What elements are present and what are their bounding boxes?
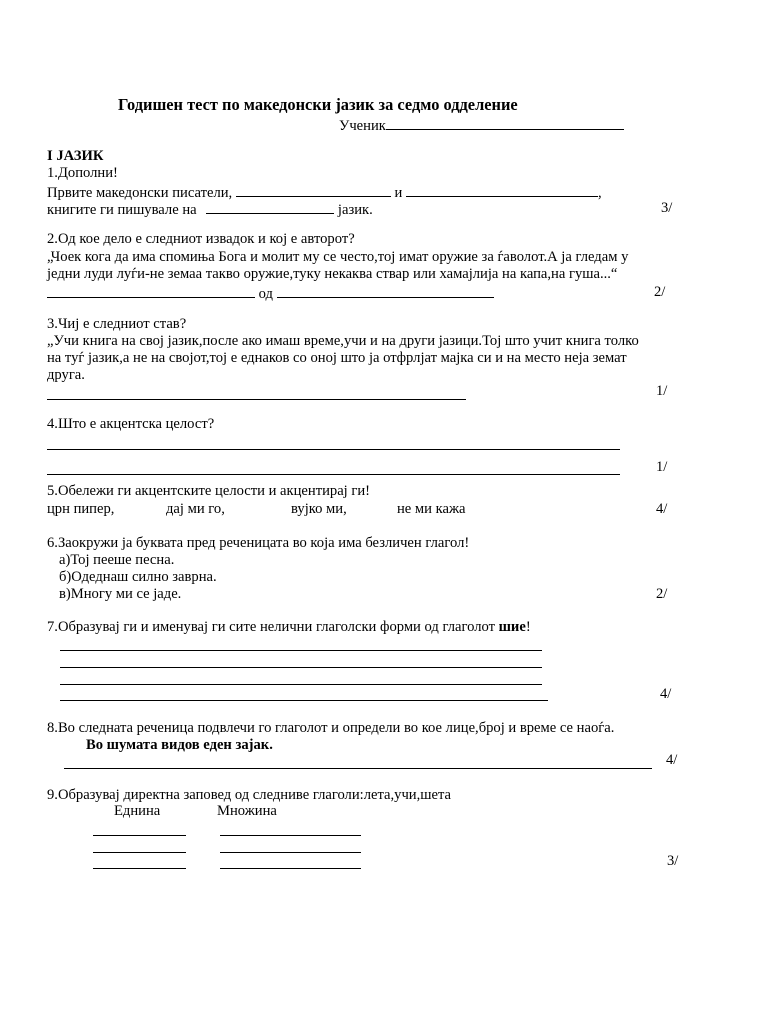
q2-points: 2/ bbox=[654, 284, 666, 300]
q4-prompt: 4.Што е акцентска целост? bbox=[47, 416, 215, 432]
student-label-text: Ученик bbox=[339, 118, 386, 134]
q6-option-c[interactable]: в)Многу ми се јаде. bbox=[59, 586, 182, 602]
q9-points: 3/ bbox=[667, 853, 679, 869]
q3-quote-line1: „Учи книга на свој јазик,после ако имаш време,учи и на други јазици.Тој што учит книга толко bbox=[47, 333, 639, 349]
q2-quote-line1: „Чоек кога да има спомиња Бога и молит му се често,тој имат оружие за ѓаволот.А ја гледам у bbox=[47, 249, 629, 265]
q3-points: 1/ bbox=[656, 383, 668, 399]
q1-line2-text-a: книгите ги пишувале на bbox=[47, 202, 197, 218]
q2-author-blank[interactable] bbox=[277, 284, 494, 298]
q8-points: 4/ bbox=[666, 752, 678, 768]
q1-line1-text-b: и bbox=[394, 185, 403, 201]
q9-plural-blank-1[interactable] bbox=[220, 835, 361, 836]
q2-work-blank[interactable] bbox=[47, 284, 255, 298]
q3-quote-line2: на туѓ јазик,а не на својот,тој е еднаков со оној што ја отфрлјат мајка си и на место неја земат bbox=[47, 350, 627, 366]
q7-answer-blank-4[interactable] bbox=[60, 700, 548, 701]
q5-points: 4/ bbox=[656, 501, 668, 517]
q1-line2-text-b: јазик. bbox=[337, 202, 373, 218]
q8-prompt: 8.Во следната реченица подвлечи го глаголот и определи во кое лице,број и време се наоѓа. bbox=[47, 720, 615, 736]
q2-from-text: од bbox=[258, 286, 273, 302]
q5-item: црн пипер, bbox=[47, 501, 115, 517]
q7-points: 4/ bbox=[660, 686, 672, 702]
q3-answer-blank[interactable] bbox=[47, 399, 466, 400]
student-name-blank[interactable] bbox=[386, 116, 624, 130]
q1-points: 3/ bbox=[661, 200, 673, 216]
q9-singular-blank-1[interactable] bbox=[93, 835, 186, 836]
q9-col-plural: Множина bbox=[217, 803, 277, 819]
q9-plural-blank-2[interactable] bbox=[220, 852, 361, 853]
q7-prompt bbox=[47, 619, 531, 636]
q2-answer-line bbox=[47, 284, 494, 303]
q5-item: дај ми го, bbox=[166, 501, 225, 517]
q4-answer-blank-2[interactable] bbox=[47, 474, 620, 475]
q8-sentence: Во шумата видов еден зајак. bbox=[86, 737, 273, 753]
q8-answer-blank[interactable] bbox=[64, 768, 652, 769]
q2-quote-line2: једни луди луѓи-не земаа такво оружие,туку некаква ствар или хамајлија на капа,на гуша...“ bbox=[47, 266, 618, 282]
q9-plural-blank-3[interactable] bbox=[220, 868, 361, 869]
page-title: Годишен тест по македонски јазик за седмо одделение bbox=[118, 95, 518, 114]
student-label bbox=[339, 116, 624, 135]
q7-answer-blank-3[interactable] bbox=[60, 684, 542, 685]
q9-singular-blank-3[interactable] bbox=[93, 868, 186, 869]
q9-col-singular: Еднина bbox=[114, 803, 161, 819]
q9-singular-blank-2[interactable] bbox=[93, 852, 186, 853]
q7-answer-blank-1[interactable] bbox=[60, 650, 542, 651]
q5-prompt: 5.Обележи ги акцентските целости и акцентирај ги! bbox=[47, 483, 371, 499]
q1-blank-1[interactable] bbox=[236, 183, 391, 197]
q3-quote-line3: друга. bbox=[47, 367, 85, 383]
q1-blank-3[interactable] bbox=[206, 200, 334, 214]
q7-verb: шие bbox=[498, 619, 526, 635]
q7-answer-blank-2[interactable] bbox=[60, 667, 542, 668]
q4-answer-blank-1[interactable] bbox=[47, 449, 620, 450]
q5-item: вујко ми, bbox=[291, 501, 347, 517]
q4-points: 1/ bbox=[656, 459, 668, 475]
q2-prompt: 2.Од кое дело е следниот извадок и кој е авторот? bbox=[47, 231, 355, 247]
q9-prompt: 9.Образувај директна заповед од следниве глаголи:лета,учи,шета bbox=[47, 787, 451, 803]
q1-number: 1.Дополни! bbox=[47, 165, 118, 181]
q1-line1-text-a: Првите македонски писатели, bbox=[47, 185, 233, 201]
q6-points: 2/ bbox=[656, 586, 668, 602]
q6-prompt: 6.Заокружи ја буквата пред реченицата во која има безличен глагол! bbox=[47, 535, 470, 551]
q7-prompt-end: ! bbox=[525, 619, 531, 635]
q6-option-b[interactable]: б)Одеднаш силно заврна. bbox=[59, 569, 217, 585]
q1-blank-2[interactable] bbox=[406, 183, 598, 197]
q5-item: не ми кажа bbox=[397, 501, 466, 517]
q1-line2 bbox=[47, 200, 373, 219]
q7-prompt-text: 7.Образувај ги и именувај ги сите нелични глаголски форми од глаголот bbox=[47, 619, 499, 635]
q6-option-a[interactable]: а)Тој пееше песна. bbox=[59, 552, 175, 568]
q3-prompt: 3.Чиј е следниот став? bbox=[47, 316, 187, 332]
q1-line1-comma: , bbox=[597, 185, 602, 201]
section-title: I ЈАЗИК bbox=[47, 148, 104, 164]
